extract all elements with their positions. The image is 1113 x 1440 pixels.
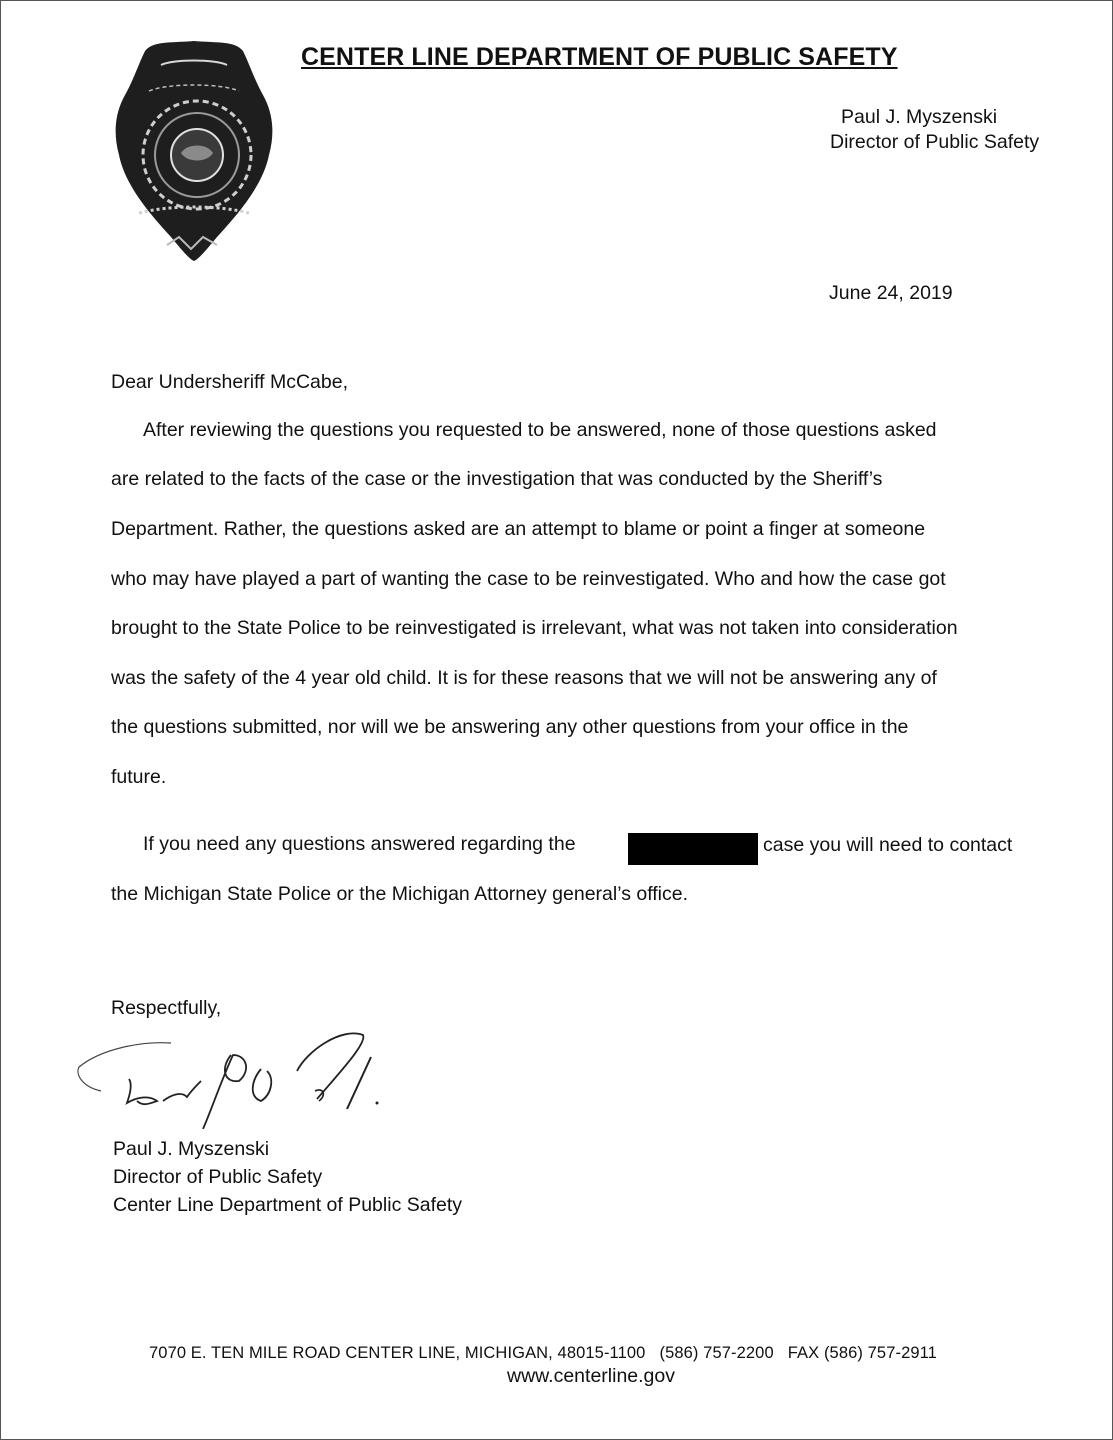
sender-name: Paul J. Myszenski	[841, 106, 998, 128]
paragraph-2-line-1-end: case you will need to contact	[763, 834, 1013, 856]
police-badge-icon	[109, 37, 279, 263]
footer-fax: FAX (586) 757-2911	[787, 1344, 937, 1362]
salutation: Dear Undersheriff McCabe,	[111, 371, 348, 393]
paragraph-1-line-1: After reviewing the questions you requested to be answered, none of those questions asked	[143, 419, 937, 441]
paragraph-1-line-2: are related to the facts of the case or the investigation that was conducted by the Sheriff’s	[111, 468, 883, 490]
footer-contact-line	[1, 1344, 1085, 1363]
paragraph-1-line-6: was the safety of the 4 year old child. It is for these reasons that we will not be answering any of	[111, 667, 937, 689]
footer-website: www.centerline.gov	[507, 1365, 675, 1387]
paragraph-1-line-7: the questions submitted, nor will we be answering any other questions from your office in the	[111, 716, 909, 738]
paragraph-2-line-1-start: If you need any questions answered regarding the	[143, 833, 576, 855]
paragraph-1-line-3: Department. Rather, the questions asked are an attempt to blame or point a finger at someone	[111, 518, 926, 540]
closing: Respectfully,	[111, 997, 222, 1019]
paragraph-1-line-8: future.	[111, 766, 167, 788]
paragraph-2-line-2: the Michigan State Police or the Michigan Attorney general’s office.	[111, 883, 689, 905]
paragraph-1-line-4: who may have played a part of wanting the case to be reinvestigated. Who and how the case got	[111, 568, 946, 590]
sender-title: Director of Public Safety	[830, 131, 1040, 153]
footer-phone: (586) 757-2200	[659, 1344, 774, 1362]
redaction-bar	[628, 833, 758, 865]
footer-address: 7070 E. TEN MILE ROAD CENTER LINE, MICHIGAN, 48015-1100	[149, 1344, 646, 1362]
signatory-organization: Center Line Department of Public Safety	[113, 1194, 463, 1216]
letter-date: June 24, 2019	[829, 282, 953, 304]
signatory-title: Director of Public Safety	[113, 1166, 323, 1188]
handwritten-signature	[71, 1011, 401, 1129]
department-letterhead: CENTER LINE DEPARTMENT OF PUBLIC SAFETY	[301, 43, 898, 71]
signatory-name: Paul J. Myszenski	[113, 1138, 270, 1160]
paragraph-1-line-5: brought to the State Police to be reinvestigated is irrelevant, what was not taken into consideration	[111, 617, 958, 639]
